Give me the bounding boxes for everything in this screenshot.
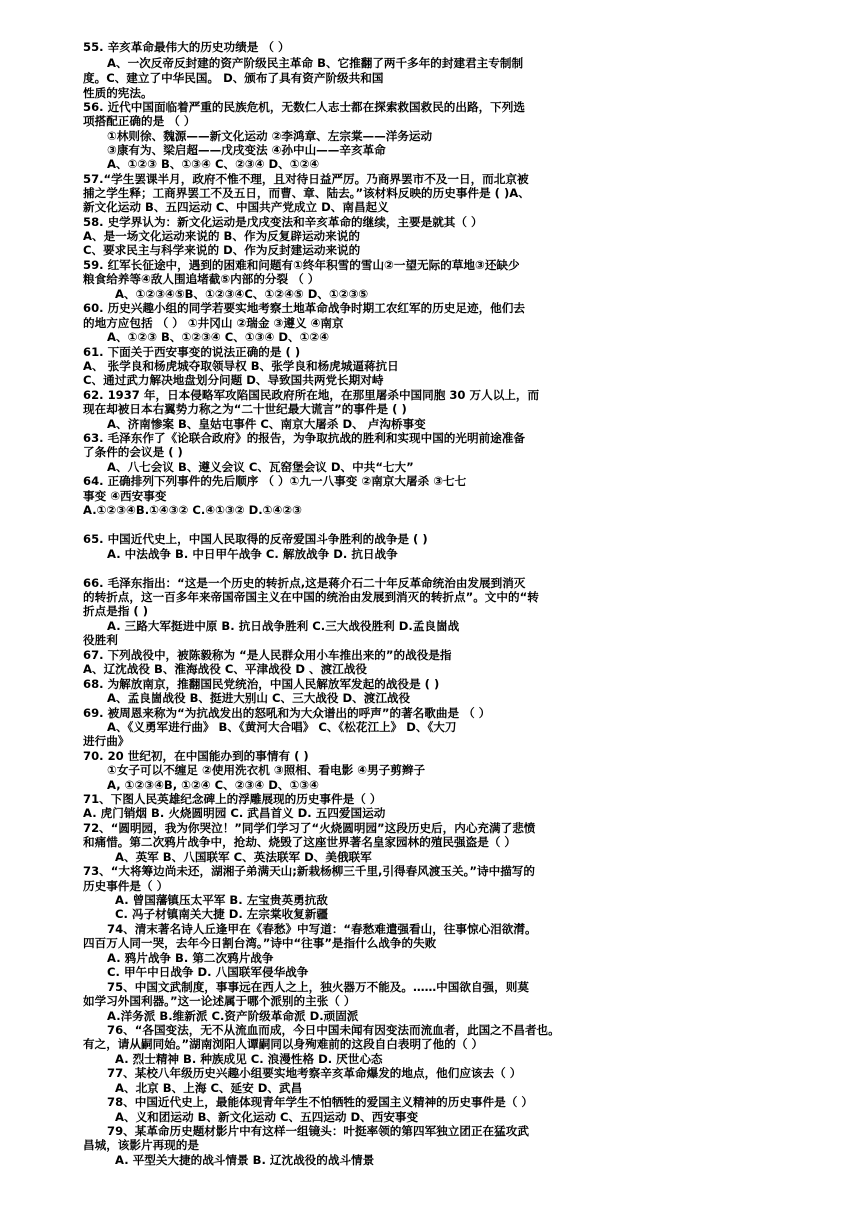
text-line: A. 虎门销烟 B. 火烧圆明园 C. 武昌首义 D. 五四爱国运动 (83, 806, 386, 820)
text-line: 57.“学生罢课半月，政府不惟不理，且对待日益严厉。乃商界罢市不及一日，而北京被 (83, 172, 529, 186)
text-line: 的转折点，这一百多年来帝国帝国主义在中国的统治由发展到消灭的转折点”。文中的“转 (83, 590, 539, 604)
text-line: A. 曾国藩镇压太平军 B. 左宝贵英勇抗敌 (115, 893, 328, 907)
text-line: A、孟良崮战役 B、挺进大别山 C、三大战役 D、渡江战役 (107, 691, 411, 705)
text-line: ③康有为、梁启超——戊戌变法 ④孙中山——辛亥革命 (107, 143, 386, 157)
text-line: A.①②③④B.①④③② C.④①③② D.①④②③ (83, 503, 302, 517)
text-line: A、《义勇军进行曲》 B、《黄河大合唱》 C、《松花江上》 D、《大刀 (107, 720, 457, 734)
text-line: 有之，请从嗣同始。”湖南浏阳人谭嗣同以身殉难前的这段自白表明了他的（ ） (83, 1037, 484, 1051)
text-line: 78、中国近代史上，最能体现青年学生不怕牺牲的爱国主义精神的历史事件是（ ） (107, 1095, 533, 1109)
text-line: 79、某革命历史题材影片中有这样一组镜头：叶挺率领的第四军独立团正在猛攻武 (107, 1124, 529, 1138)
text-line: 捕之学生释；工商界罢工不及五日，而曹、章、陆去。”该材料反映的历史事件是 ( )A、 (83, 186, 530, 200)
text-line: 的地方应包括 （ ） ①井冈山 ②瑞金 ③遵义 ④南京 (83, 316, 344, 330)
text-line: 75、中国文武制度，事事远在西人之上，独火器万不能及。……中国欲自强，则莫 (107, 980, 529, 994)
text-line: C、要求民主与科学来说的 D、作为反封建运动来说的 (83, 243, 361, 257)
text-line: 76、“各国变法，无不从流血而成，今日中国未闻有因变法而流血者，此国之不昌者也。 (107, 1023, 560, 1037)
text-line: 73、“大将筹边尚未还，湖湘子弟满天山;新栽杨柳三千里,引得春风渡玉关。”诗中描写的 (83, 864, 535, 878)
text-line: A, ①②③④B, ①②④ C、②③④ D、①③④ (107, 778, 319, 792)
text-line: 72、“圆明园，我为你哭泣！”同学们学习了“火烧圆明园”这段历史后，内心充满了悲愤 (83, 821, 536, 835)
text-line: 历史事件是（ ） (83, 879, 169, 893)
text-line: 新文化运动 B、五四运动 C、中国共产党成立 D、南昌起义 (83, 200, 389, 214)
text-line: 如学习外国利器。”这一论述属于哪个派别的主张（ ） (83, 994, 356, 1008)
text-line: 进行曲》 (83, 734, 130, 748)
text-line: 66. 毛泽东指出：“这是一个历史的转折点,这是蒋介石二十年反革命统治由发展到消灭 (83, 576, 526, 590)
text-line: 64. 正确排列下列事件的先后顺序 （ ）①九一八事变 ②南京大屠杀 ③七七 (83, 474, 467, 488)
text-line: C. 甲午中日战争 D. 八国联军侵华战争 (107, 965, 309, 979)
text-line: ①林则徐、魏源——新文化运动 ②李鸿章、左宗棠——洋务运动 (107, 129, 433, 143)
text-line: 56. 近代中国面临着严重的民族危机，无数仁人志士都在探索救国救民的出路，下列选 (83, 100, 525, 114)
text-line: 63. 毛泽东作了《论联合政府》的报告，为争取抗战的胜利和实现中国的光明前途准备 (83, 431, 525, 445)
text-line: A、济南惨案 B、皇姑屯事件 C、南京大屠杀 D、 卢沟桥事变 (107, 417, 426, 431)
text-line: A. 鸦片战争 B. 第二次鸦片战争 (107, 951, 274, 965)
text-line: 74、清末著名诗人丘逢甲在《春愁》中写道：“春愁难遣强看山，往事惊心泪欲潸。 (107, 922, 537, 936)
text-line: 度。C、建立了中华民国。 D、颁布了具有资产阶级共和国 (83, 71, 384, 85)
text-line: 77、某校八年级历史兴趣小组要实地考察辛亥革命爆发的地点，他们应该去（ ） (107, 1066, 522, 1080)
text-line: 现在却被日本右翼势力称之为“二十世纪最大谎言”的事件是 ( ) (83, 402, 407, 416)
text-line: A、八七会议 B、遵义会议 C、瓦窑堡会议 D、中共“七大” (107, 460, 414, 474)
text-line: 事变 ④西安事变 (83, 489, 167, 503)
text-line: ①女子可以不缠足 ②使用洗衣机 ③照相、看电影 ④男子剪辫子 (107, 763, 426, 777)
text-line: 昌城，该影片再现的是 (83, 1138, 199, 1152)
text-line: 和痛惜。第二次鸦片战争中，抢劫、烧毁了这座世界著名皇家园林的殖民强盗是（ ） (83, 835, 517, 849)
text-line: 58. 史学界认为：新文化运动是戊戌变法和辛亥革命的继续，主要是就其（ ） (83, 215, 483, 229)
text-line: C. 冯子材镇南关大捷 D. 左宗棠收复新疆 (115, 907, 328, 921)
text-line: 67. 下列战役中，被陈毅称为 “是人民群众用小车推出来的”的战役是指 (83, 648, 452, 662)
text-line: A、北京 B、上海 C、延安 D、武昌 (115, 1081, 303, 1095)
text-line: A、①②③ B、①③④ C、②③④ D、①②④ (107, 157, 320, 171)
text-line: 了条件的会议是 ( ) (83, 445, 183, 459)
text-line: 62. 1937 年，日本侵略军攻陷国民政府所在地，在那里屠杀中国同胞 30 万人以上，而 (83, 388, 540, 402)
text-line: 71、下图人民英雄纪念碑上的浮雕展现的历史事件是（ ） (83, 792, 382, 806)
text-line: 役胜利 (83, 633, 118, 647)
text-line: A. 平型关大捷的战斗情景 B. 辽沈战役的战斗情景 (115, 1153, 375, 1167)
text-line: 项搭配正确的是 （ ） (83, 114, 196, 128)
text-line: A、 张学良和杨虎城夺取领导权 B、张学良和杨虎城逼蒋抗日 (83, 359, 399, 373)
text-line: 四百万人同一哭，去年今日割台湾。”诗中“往事”是指什么战争的失败 (83, 936, 437, 950)
text-line: 69. 被周恩来称为“为抗战发出的怒吼和为大众谱出的呼声”的著名歌曲是 （ ） (83, 706, 491, 720)
text-line: A. 中法战争 B. 中日甲午战争 C. 解放战争 D. 抗日战争 (107, 547, 398, 561)
text-line: 60. 历史兴趣小组的同学若要实地考察土地革命战争时期工农红军的历史足迹，他们去 (83, 301, 525, 315)
text-line: A、①②③④⑤B、①②③④C、①②④⑤ D、①②③⑤ (115, 287, 369, 301)
text-line: A. 三路大军挺进中原 B. 抗日战争胜利 C.三大战役胜利 D.孟良崮战 (107, 619, 460, 633)
text-line: A、①②③ B、①②③④ C、①③④ D、①②④ (107, 330, 330, 344)
text-line: A.洋务派 B.维新派 C.资产阶级革命派 D.顽固派 (107, 1009, 359, 1023)
text-line: A、义和团运动 B、新文化运动 C、五四运动 D、西安事变 (115, 1110, 419, 1124)
text-line: C、通过武力解决地盘划分问题 D、导致国共两党长期对峙 (83, 373, 384, 387)
text-line: A、英军 B、八国联军 C、英法联军 D、美俄联军 (115, 850, 372, 864)
text-line: A、是一场文化运动来说的 B、作为反复辟运动来说的 (83, 229, 360, 243)
text-line: 68. 为解放南京，推翻国民党统治，中国人民解放军发起的战役是 ( ) (83, 677, 440, 691)
text-line: A. 烈士精神 B. 种族成见 C. 浪漫性格 D. 厌世心态 (115, 1052, 383, 1066)
text-line: 70. 20 世纪初，在中国能办到的事情有 ( ) (83, 749, 309, 763)
text-line: 65. 中国近代史上，中国人民取得的反帝爱国斗争胜利的战争是 ( ) (83, 532, 428, 546)
text-line: 性质的宪法。 (83, 86, 153, 100)
text-line: 61. 下面关于西安事变的说法正确的是 ( ) (83, 345, 301, 359)
text-line: 59. 红军长征途中，遇到的困难和问题有①终年积雪的雪山②一望无际的草地③还缺少 (83, 258, 520, 272)
text-line: A、辽沈战役 B、淮海战役 C、平津战役 D 、渡江战役 (83, 662, 367, 676)
text-line: A、一次反帝反封建的资产阶级民主革命 B、它推翻了两千多年的封建君主专制制 (107, 56, 524, 70)
text-line: 55. 辛亥革命最伟大的历史功绩是 （ ） (83, 40, 290, 54)
text-line: 粮食给养等④敌人围追堵截⑤内部的分裂 （ ） (83, 272, 320, 286)
text-line: 折点是指 ( ) (83, 604, 149, 618)
